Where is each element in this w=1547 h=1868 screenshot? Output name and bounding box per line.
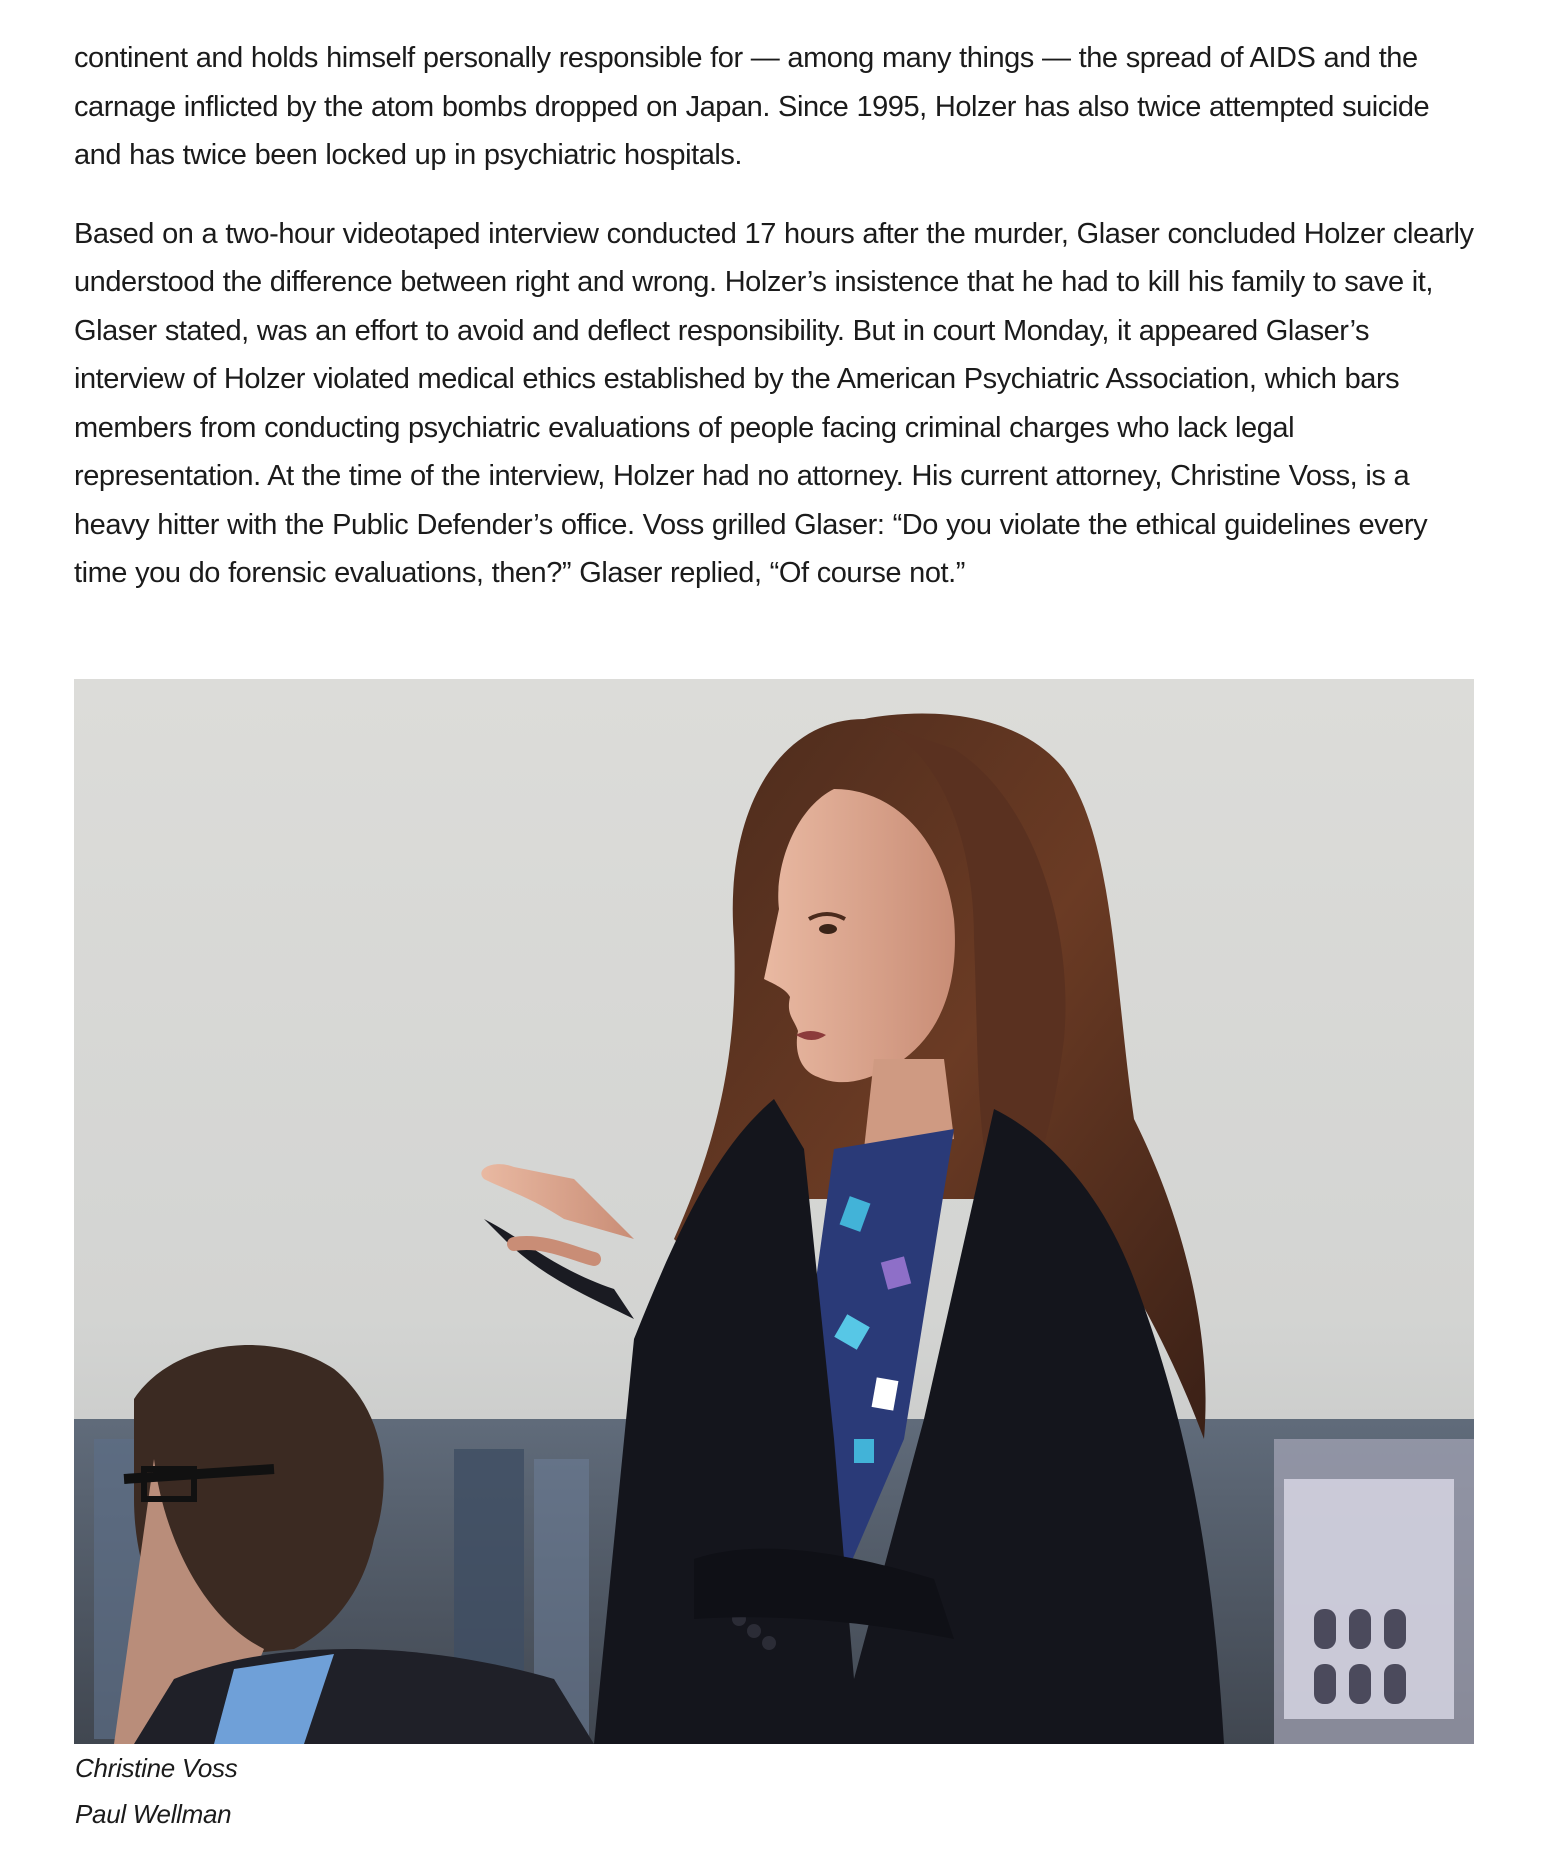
- article-paragraph: continent and holds himself personally responsible for — among many things — the spread of AIDS and the carnage inflicted by the atom bombs dropped on Japan. Since 1995, Holzer has also twice attempted suicide and has twice been locked up in psychiatric hospitals.: [74, 42, 1430, 171]
- article-paragraph: Based on a two-hour videotaped interview conducted 17 hours after the murder, Glaser concluded Holzer clearly understood the difference between right and wrong. Holzer’s insistence that he had to kill his family to save it, Glaser stated, was an effort to avoid and deflect responsibility. But in court Monday, it appeared Glaser’s interview of Holzer violated medical ethics established by the American Psychiatric Association, which bars members from conducting psychiatric evaluations of people facing criminal charges who lack legal representation. At the time of the interview, Holzer had no attorney. His current attorney, Christine Voss, is a heavy hitter with the Public Defender’s office. Voss grilled Glaser: “Do you violate the ethical guidelines every time you do forensic evaluations, then?” Glaser replied, “Of course not.”: [74, 217, 1474, 589]
- courtroom-photo: [74, 679, 1474, 1744]
- article-body: [74, 34, 1474, 598]
- photo-caption: Christine Voss: [75, 1753, 238, 1783]
- photo-illustration: [74, 679, 1474, 1744]
- photo-credit: Paul Wellman: [75, 1799, 232, 1829]
